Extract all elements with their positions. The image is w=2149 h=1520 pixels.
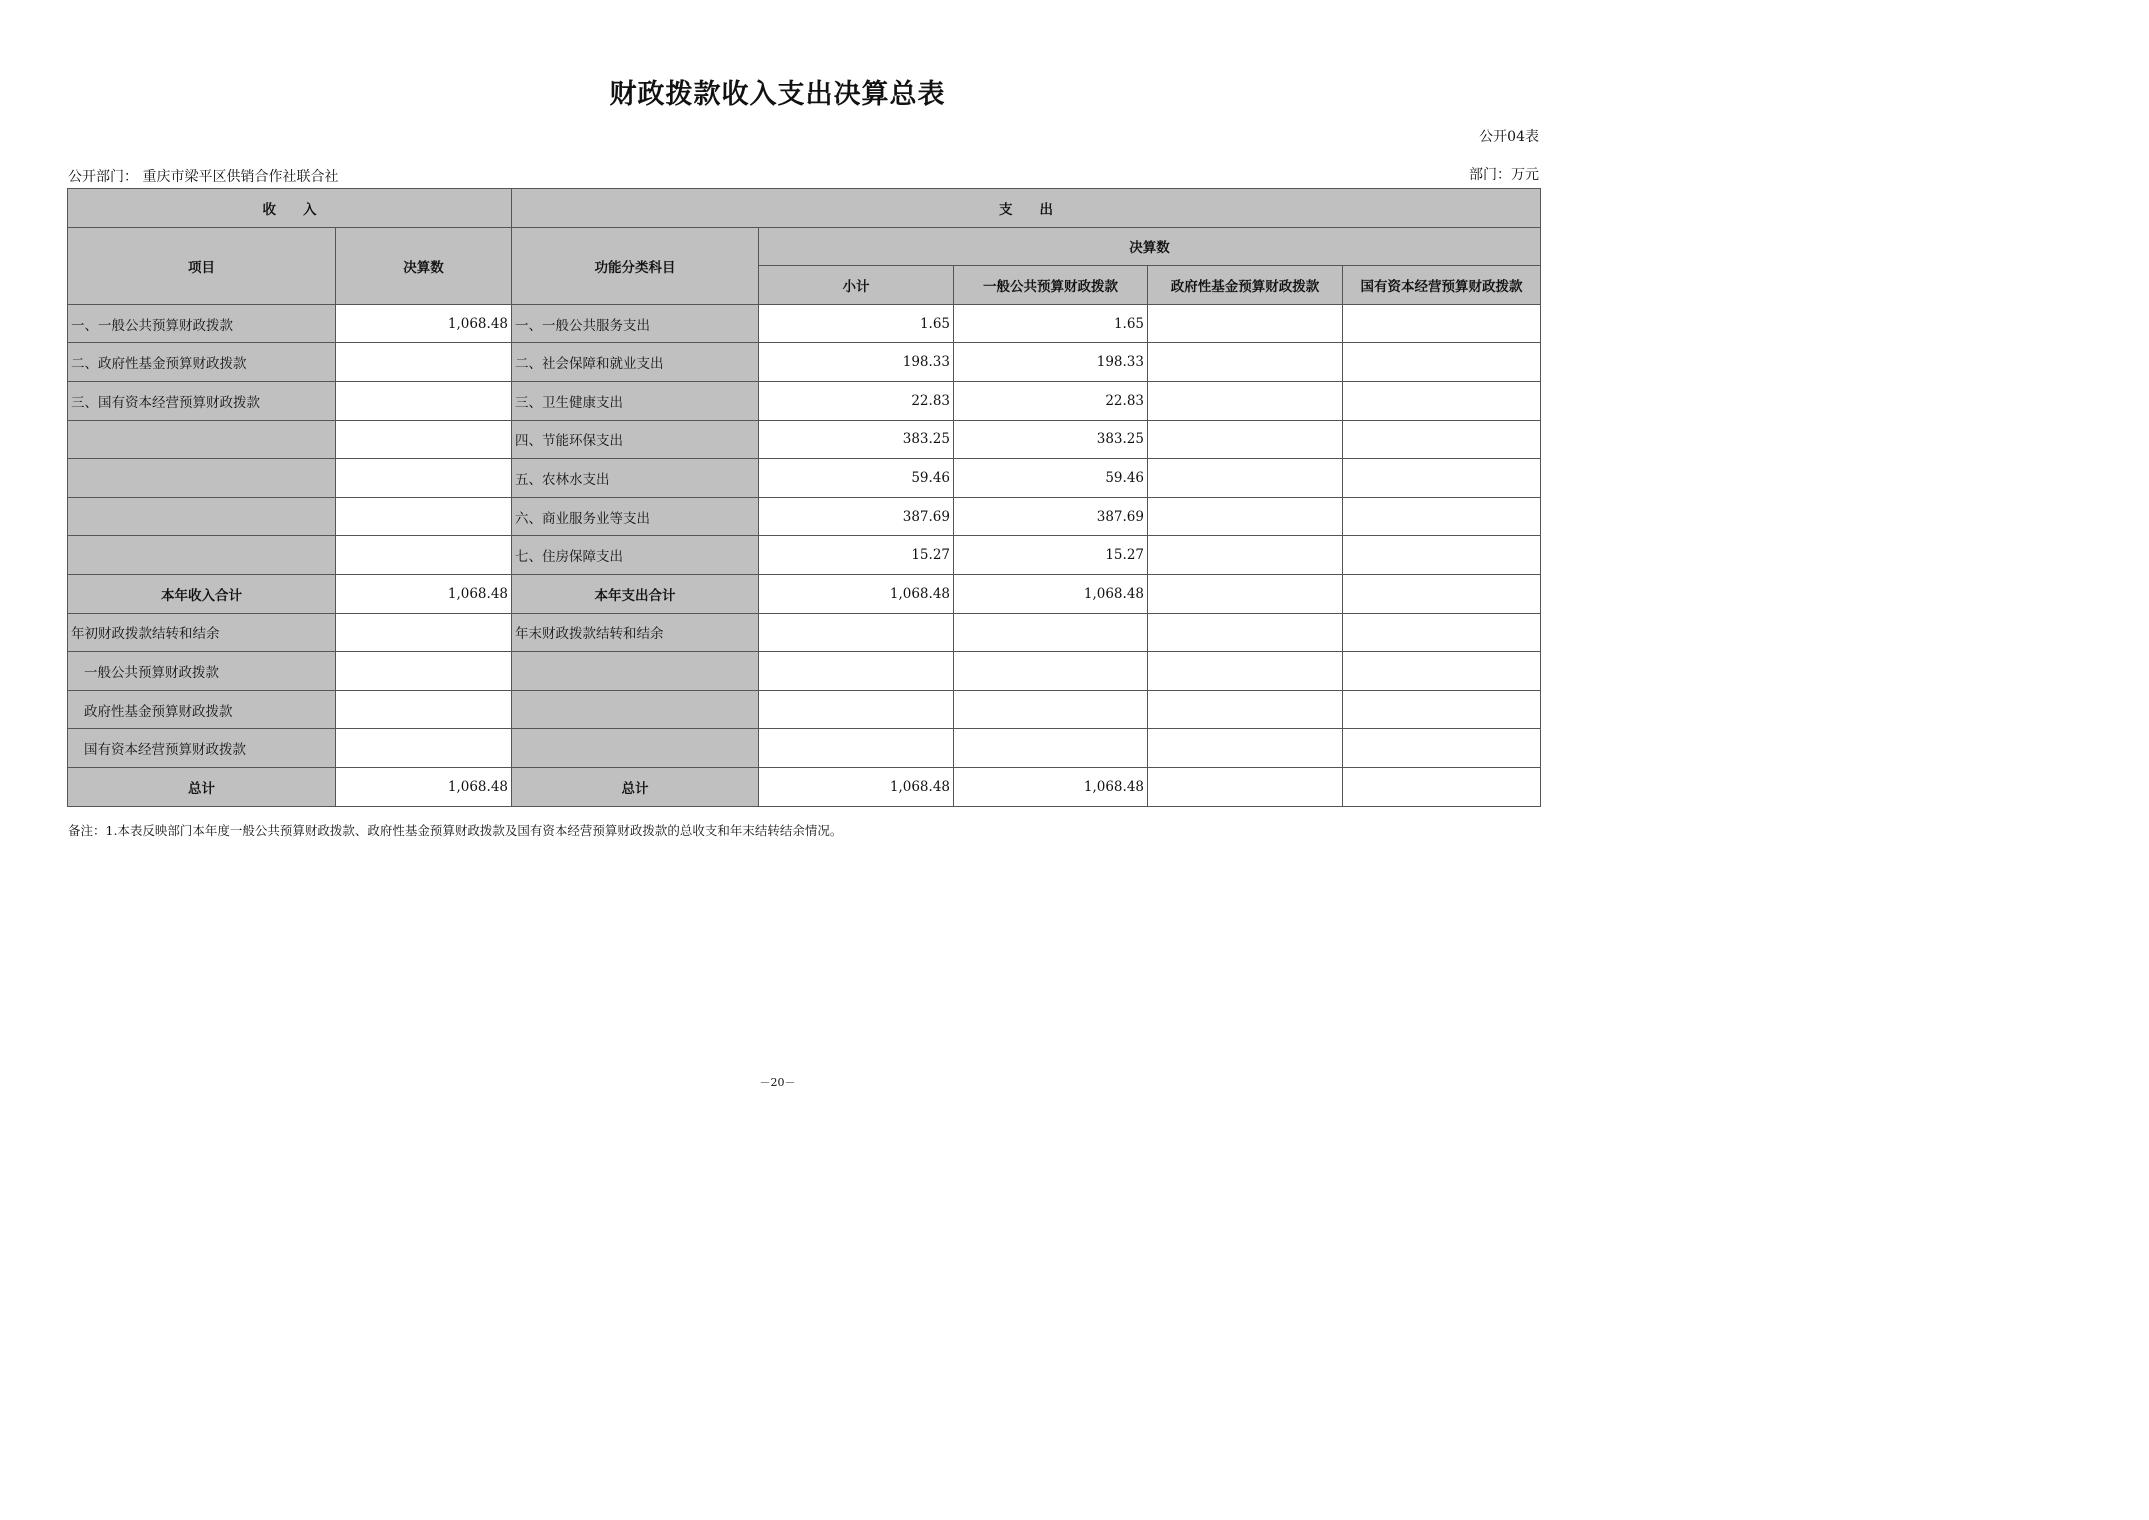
state-capital-cell [1343,574,1541,613]
gov-fund-cell [1148,381,1343,420]
table-row [68,497,1541,536]
amount-header: 决算数 [336,227,512,304]
state-capital-cell [1343,497,1541,536]
expense-item-cell: 四、节能环保支出 [512,420,759,459]
gov-fund-cell [1148,343,1343,382]
general-budget-cell: 387.69 [954,497,1148,536]
table-row [68,343,1541,382]
income-item-cell: 政府性基金预算财政拨款 [68,690,336,729]
state-capital-cell [1343,304,1541,343]
income-amount-cell: 1,068.48 [336,767,512,806]
expense-item-cell [512,652,759,691]
form-number: 公开04表 [1479,129,1539,145]
income-item-cell: 一、一般公共预算财政拨款 [68,304,336,343]
income-amount-cell [336,536,512,575]
expense-item-cell [512,690,759,729]
income-header: 收 入 [68,189,512,228]
func-subject-header: 功能分类科目 [512,227,759,304]
gov-fund-cell [1148,497,1343,536]
table-row [68,767,1541,806]
fiscal-summary-table [67,188,1541,807]
gov-fund-cell [1148,459,1343,498]
income-amount-cell [336,381,512,420]
gov-fund-cell [1148,304,1343,343]
subtotal-cell [759,690,954,729]
table-row [68,304,1541,343]
general-budget-cell: 22.83 [954,381,1148,420]
income-amount-cell [336,652,512,691]
income-item-cell: 本年收入合计 [68,574,336,613]
subtotal-cell [759,613,954,652]
footnote: 备注：1.本表反映部门本年度一般公共预算财政拨款、政府性基金预算财政拨款及国有资本经营预算财政拨款的总收支和年末结转结余情况。 [68,823,843,838]
item-header: 项目 [68,227,336,304]
income-amount-cell [336,420,512,459]
table-row [68,729,1541,768]
subtotal-cell: 387.69 [759,497,954,536]
table-row [68,420,1541,459]
income-item-cell: 三、国有资本经营预算财政拨款 [68,381,336,420]
subtotal-cell [759,652,954,691]
state-capital-cell [1343,459,1541,498]
subtotal-cell [759,729,954,768]
expense-item-cell: 年末财政拨款结转和结余 [512,613,759,652]
income-item-cell [68,459,336,498]
expense-item-cell: 五、农林水支出 [512,459,759,498]
expense-item-cell [512,729,759,768]
income-item-cell [68,536,336,575]
page-title: 财政拨款收入支出决算总表 [609,79,946,110]
subtotal-cell: 1,068.48 [759,767,954,806]
table-row [68,381,1541,420]
gov-fund-header: 政府性基金预算财政拨款 [1148,266,1343,305]
expense-item-cell: 六、商业服务业等支出 [512,497,759,536]
subtotal-cell: 198.33 [759,343,954,382]
general-budget-cell: 15.27 [954,536,1148,575]
gov-fund-cell [1148,767,1343,806]
state-capital-cell [1343,767,1541,806]
table-row [68,459,1541,498]
gov-fund-cell [1148,613,1343,652]
page-number: －20－ [759,1076,796,1089]
header-row-1 [68,189,1541,228]
state-capital-cell [1343,652,1541,691]
income-item-cell: 国有资本经营预算财政拨款 [68,729,336,768]
expense-item-cell: 七、住房保障支出 [512,536,759,575]
gov-fund-cell [1148,729,1343,768]
gov-fund-cell [1148,574,1343,613]
table-row [68,574,1541,613]
income-amount-cell [336,690,512,729]
state-capital-cell [1343,536,1541,575]
department-label: 公开部门： 重庆市梁平区供销合作社联合社 [68,169,339,185]
subtotal-cell: 1,068.48 [759,574,954,613]
general-budget-cell [954,613,1148,652]
income-item-cell [68,420,336,459]
income-item-cell: 一般公共预算财政拨款 [68,652,336,691]
general-budget-cell: 59.46 [954,459,1148,498]
gov-fund-cell [1148,690,1343,729]
income-item-cell [68,497,336,536]
table-row [68,536,1541,575]
income-item-cell: 二、政府性基金预算财政拨款 [68,343,336,382]
income-amount-cell [336,459,512,498]
state-capital-cell [1343,729,1541,768]
general-budget-cell [954,729,1148,768]
subtotal-cell: 15.27 [759,536,954,575]
gov-fund-cell [1148,536,1343,575]
income-amount-cell [336,613,512,652]
subtotal-cell: 383.25 [759,420,954,459]
table-row [68,652,1541,691]
expense-item-cell: 三、卫生健康支出 [512,381,759,420]
table-row [68,613,1541,652]
income-amount-cell [336,497,512,536]
general-budget-cell [954,690,1148,729]
general-budget-cell [954,652,1148,691]
general-budget-cell: 1,068.48 [954,574,1148,613]
state-capital-cell [1343,690,1541,729]
income-amount-cell: 1,068.48 [336,304,512,343]
subtotal-cell: 1.65 [759,304,954,343]
expense-item-cell: 二、社会保障和就业支出 [512,343,759,382]
table-row [68,690,1541,729]
gov-fund-cell [1148,652,1343,691]
income-amount-cell [336,343,512,382]
subtotal-cell: 22.83 [759,381,954,420]
expense-item-cell: 本年支出合计 [512,574,759,613]
state-capital-header: 国有资本经营预算财政拨款 [1343,266,1541,305]
state-capital-cell [1343,343,1541,382]
expense-item-cell: 一、一般公共服务支出 [512,304,759,343]
state-capital-cell [1343,613,1541,652]
state-capital-cell [1343,420,1541,459]
expense-item-cell: 总计 [512,767,759,806]
gov-fund-cell [1148,420,1343,459]
unit-label: 部门：万元 [1469,167,1539,183]
income-item-cell: 总计 [68,767,336,806]
amount-group-header: 决算数 [759,227,1541,266]
general-budget-cell: 383.25 [954,420,1148,459]
general-budget-cell: 1.65 [954,304,1148,343]
income-amount-cell [336,729,512,768]
state-capital-cell [1343,381,1541,420]
general-budget-cell: 198.33 [954,343,1148,382]
expense-header: 支 出 [512,189,1541,228]
subtotal-cell: 59.46 [759,459,954,498]
general-budget-cell: 1,068.48 [954,767,1148,806]
table-body [68,304,1541,806]
income-item-cell: 年初财政拨款结转和结余 [68,613,336,652]
subtotal-header: 小计 [759,266,954,305]
income-amount-cell: 1,068.48 [336,574,512,613]
general-budget-header: 一般公共预算财政拨款 [954,266,1148,305]
header-row-2 [68,227,1541,266]
